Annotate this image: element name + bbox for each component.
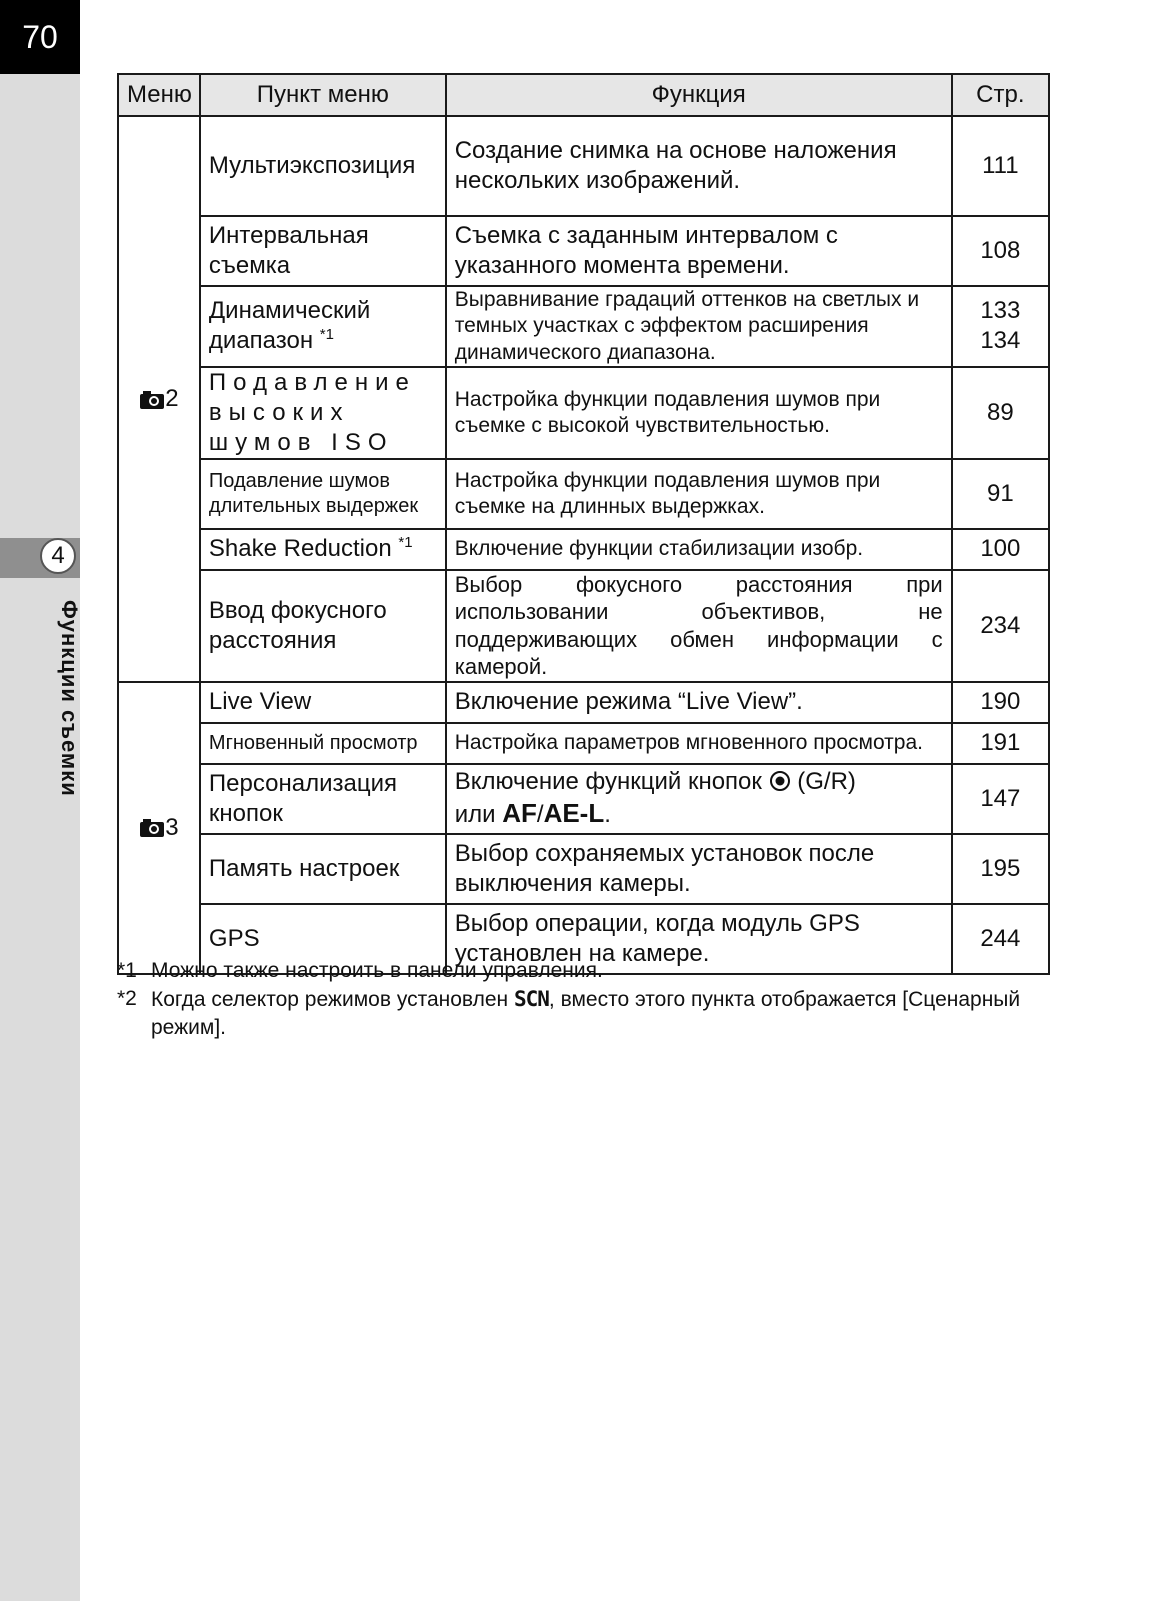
page-cell: 133 134 <box>952 286 1049 367</box>
item-cell: Подавление высоких шумов ISO <box>200 367 446 459</box>
item-cell: Мгновенный просмотр <box>200 723 446 764</box>
page-cell: 234 <box>952 570 1049 682</box>
footnotes <box>117 957 1057 1042</box>
function-cell: Выравнивание градаций оттенков на светлых и темных участках с эффектом расширения динамического диапазона. <box>446 286 952 367</box>
key-separator: / <box>536 801 544 829</box>
table-row <box>118 570 1049 682</box>
function-cell: Включение режима “Live View”. <box>446 682 952 723</box>
function-cell: Съемка с заданным интервалом с указанного момента времени. <box>446 216 952 286</box>
function-cell: Создание снимка на основе наложения нескольких изображений. <box>446 116 952 216</box>
item-cell <box>200 286 446 367</box>
scn-mode-label: SCN <box>513 987 549 1011</box>
item-cell: Ввод фокусного расстояния <box>200 570 446 682</box>
header-item: Пункт меню <box>200 74 446 116</box>
chapter-title: Функции съемки <box>57 600 82 797</box>
table-row <box>118 764 1049 834</box>
table-row <box>118 682 1049 723</box>
page-cell: 190 <box>952 682 1049 723</box>
item-text: Динамический диапазон <box>208 297 371 355</box>
item-cell: Подавление шумов длительных выдержек <box>200 459 446 529</box>
table-row <box>118 723 1049 764</box>
footnote-mark: *2 <box>117 987 137 1010</box>
function-cell: Выбор фокусного расстояния при использовании объективов, не поддерживающих обмен информации с камерой. <box>446 570 952 682</box>
footnote-text-part: , вместо этого пункта отображается [Сценарный режим]. <box>151 988 1021 1039</box>
table-row <box>118 116 1049 216</box>
menu-group-label: 2 <box>165 384 179 412</box>
page-cell: 244 <box>952 904 1049 974</box>
table-row <box>118 459 1049 529</box>
page-cell: 89 <box>952 367 1049 459</box>
footnote-text: Можно также настроить в панели управления. <box>151 959 603 982</box>
function-cell: Выбор операции, когда модуль GPS установлен на камере. <box>446 904 952 974</box>
page-cell: 111 <box>952 116 1049 216</box>
page-cell: 100 <box>952 529 1049 570</box>
chapter-number: 4 <box>40 538 76 574</box>
footnote-1 <box>117 957 1057 985</box>
ael-key-label: AE-L <box>543 798 605 829</box>
function-cell: Настройка параметров мгновенного просмотра. <box>446 723 952 764</box>
footnote-ref: *1 <box>398 534 413 552</box>
footnote-text <box>151 985 1057 1042</box>
menu-group-label: 3 <box>165 813 179 841</box>
page-cell: 195 <box>952 834 1049 904</box>
item-cell: Live View <box>200 682 446 723</box>
menu-group-2 <box>118 116 200 682</box>
function-text: или <box>454 801 496 829</box>
menu-group-3 <box>118 682 200 974</box>
menu-function-table <box>117 73 1050 975</box>
page-number: 70 <box>0 0 80 74</box>
item-text: Shake Reduction <box>208 535 392 563</box>
item-cell: Память настроек <box>200 834 446 904</box>
green-button-icon <box>769 770 791 792</box>
table-row <box>118 834 1049 904</box>
page-cell: 191 <box>952 723 1049 764</box>
item-cell: Мультиэкспозиция <box>200 116 446 216</box>
item-cell <box>200 529 446 570</box>
footnote-mark: *1 <box>117 959 137 982</box>
function-cell: Настройка функции подавления шумов при съемке с высокой чувствительностью. <box>446 367 952 459</box>
function-cell: Включение функции стабилизации изобр. <box>446 529 952 570</box>
function-cell: Настройка функции подавления шумов при съемке на длинных выдержках. <box>446 459 952 529</box>
function-text: . <box>604 801 611 829</box>
camera-icon <box>139 390 165 410</box>
footnote-text-part: Когда селектор режимов установлен <box>151 988 509 1011</box>
table-header-row <box>118 74 1049 116</box>
function-cell: Выбор сохраняемых установок после выключения камеры. <box>446 834 952 904</box>
footnote-ref: *1 <box>319 326 334 344</box>
item-cell: Персонализация кнопок <box>200 764 446 834</box>
header-function: Функция <box>446 74 952 116</box>
camera-icon <box>139 818 165 838</box>
item-cell: Интервальная съемка <box>200 216 446 286</box>
table-row <box>118 367 1049 459</box>
function-text: (G/R) <box>797 768 856 796</box>
function-text: Включение функций кнопок <box>454 768 762 796</box>
header-page: Стр. <box>952 74 1049 116</box>
page-cell: 147 <box>952 764 1049 834</box>
footnote-2 <box>117 985 1057 1042</box>
function-cell <box>446 764 952 834</box>
table-row <box>118 529 1049 570</box>
page-cell: 91 <box>952 459 1049 529</box>
table-row <box>118 286 1049 367</box>
item-cell: GPS <box>200 904 446 974</box>
page-cell: 108 <box>952 216 1049 286</box>
table-row <box>118 216 1049 286</box>
header-menu: Меню <box>118 74 200 116</box>
af-key-label: AF <box>502 798 537 829</box>
